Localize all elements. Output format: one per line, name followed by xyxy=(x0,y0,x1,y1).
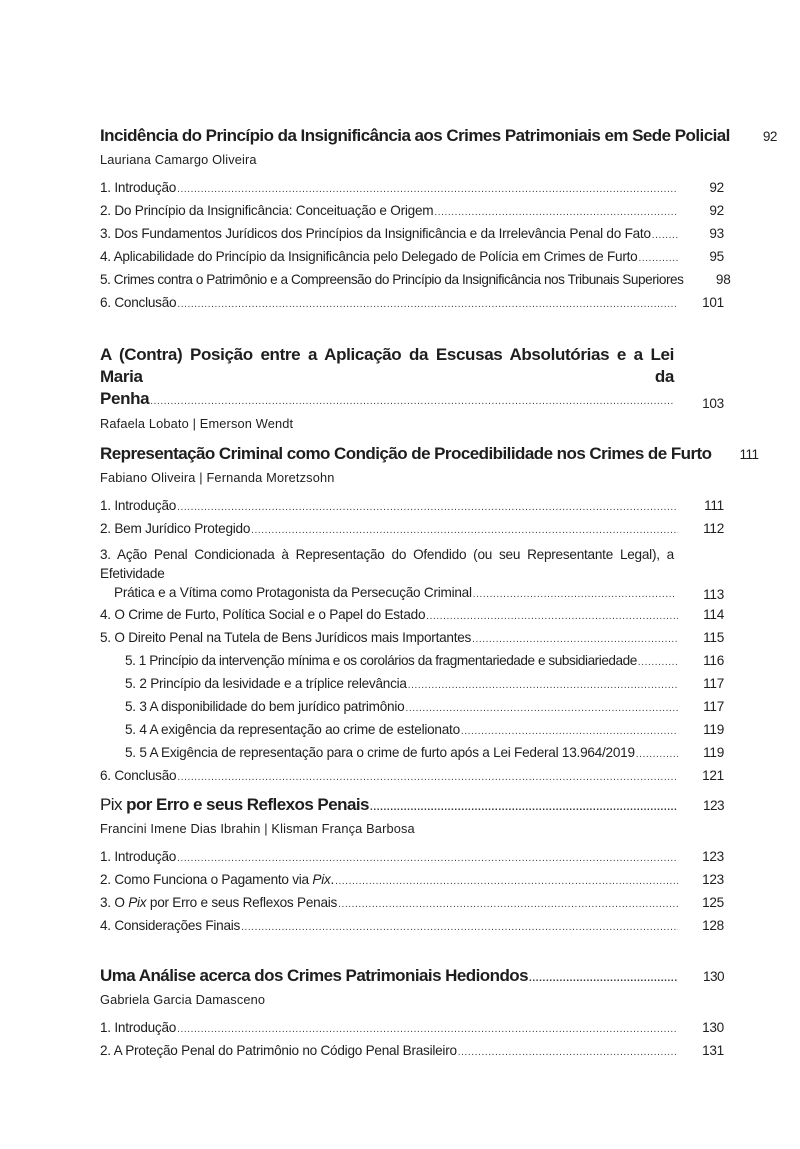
entry-text-pre: 3. O xyxy=(100,895,129,910)
leader-dots xyxy=(458,1047,678,1058)
chapter-1 xyxy=(100,126,777,318)
toc-entry[interactable] xyxy=(100,1020,724,1043)
page-number: 111 xyxy=(739,447,759,462)
entry-text: 1. Introdução xyxy=(100,849,177,864)
leader-dots xyxy=(529,973,678,984)
entry-text-post: . xyxy=(330,872,335,887)
entry-text-pre: 2. Como Funciona o Pagamento via xyxy=(100,872,313,887)
toc-entry[interactable] xyxy=(100,630,724,653)
chapter-2 xyxy=(100,344,724,444)
entry-text: 5. 5 A Exigência de representação para o crime de furto após a Lei Federal 13.964/2019 xyxy=(125,745,635,760)
leader-dots xyxy=(638,657,678,668)
chapter-title[interactable] xyxy=(100,444,759,470)
chapter-title[interactable] xyxy=(100,795,724,821)
entry-text-line-2: Prática e a Vítima como Protagonista da Persecução Criminal xyxy=(114,585,472,600)
leader-dots xyxy=(150,391,674,413)
leader-dots xyxy=(408,680,678,691)
entry-text: 1. Introdução xyxy=(100,498,177,513)
entry-text: 5. 2 Princípio da lesividade e a tríplice relevância xyxy=(125,676,407,691)
chapter-title[interactable] xyxy=(100,344,724,413)
chapter-title-text xyxy=(100,795,369,815)
page-number: 92 xyxy=(709,203,724,218)
entry-text-post: por Erro e seus Reflexos Penais xyxy=(146,895,338,910)
page-number: 116 xyxy=(703,653,724,668)
page-number: 123 xyxy=(702,872,724,887)
page-number: 92 xyxy=(762,129,777,144)
page-number: 117 xyxy=(703,676,724,691)
page-number: 128 xyxy=(702,918,724,933)
toc-entry[interactable] xyxy=(100,1043,724,1066)
leader-dots xyxy=(636,749,678,760)
entry-text: 2. Do Princípio da Insignificância: Conceituação e Origem xyxy=(100,203,434,218)
page-number: 114 xyxy=(703,607,724,622)
entry-text: 2. A Proteção Penal do Patrimônio no Código Penal Brasileiro xyxy=(100,1043,457,1058)
toc-subentry[interactable] xyxy=(100,676,724,699)
page-number: 131 xyxy=(702,1043,724,1058)
page-number: 121 xyxy=(702,768,724,783)
chapter-5 xyxy=(100,966,724,1066)
toc-entry[interactable] xyxy=(100,226,724,249)
chapter-title[interactable] xyxy=(100,126,777,152)
entry-text: 5. 4 A exigência da representação ao crime de estelionato xyxy=(125,722,460,737)
entry-text: 4. Aplicabilidade do Princípio da Insignificância pelo Delegado de Polícia em Crimes de Furto xyxy=(100,249,638,264)
page-number: 125 xyxy=(702,895,724,910)
entry-text: 6. Conclusão xyxy=(100,295,177,310)
toc-entry[interactable] xyxy=(100,249,724,272)
entry-text: 2. Bem Jurídico Protegido xyxy=(100,521,251,536)
entry-text-italic: Pix xyxy=(312,872,331,887)
leader-dots xyxy=(241,922,678,933)
leader-dots xyxy=(638,253,678,264)
leader-dots xyxy=(177,184,678,195)
page-number: 119 xyxy=(703,745,724,760)
toc-subentry[interactable] xyxy=(100,699,724,722)
entry-text: 5. 1 Princípio da intervenção mínima e os corolários da fragmentariedade e subsidiariedade xyxy=(125,653,637,668)
toc-entry[interactable] xyxy=(100,203,724,226)
leader-dots xyxy=(652,230,678,241)
entry-text: 3. Dos Fundamentos Jurídicos dos Princípios da Insignificância e da Irrelevância Penal do Fato xyxy=(100,226,651,241)
page-number: 123 xyxy=(702,798,724,813)
leader-dots xyxy=(177,772,678,783)
page-number: 117 xyxy=(703,699,724,714)
chapter-authors: Fabiano Oliveira | Fernanda Moretzsohn xyxy=(100,470,335,485)
entry-text-line-1: 3. Ação Penal Condicionada à Representação do Ofendido (ou seu Representante Legal), a Efetividade xyxy=(100,547,674,581)
leader-dots xyxy=(177,502,678,513)
toc-subentry[interactable] xyxy=(100,722,724,745)
entry-text xyxy=(100,895,337,910)
chapter-authors: Rafaela Lobato | Emerson Wendt xyxy=(100,416,294,431)
toc-entry[interactable] xyxy=(100,498,724,521)
entry-text: 4. O Crime de Furto, Política Social e o Papel do Estado xyxy=(100,607,426,622)
chapter-title-line-2: Penha xyxy=(100,389,150,408)
entry-text: 4. Considerações Finais xyxy=(100,918,241,933)
chapter-authors: Francini Imene Dias Ibrahin | Klisman França Barbosa xyxy=(100,821,415,836)
entry-text: 5. Crimes contra o Patrimônio e a Compreensão do Princípio da Insignificância nos Tribunais Superiores xyxy=(100,272,684,287)
page-number: 98 xyxy=(715,272,731,287)
page-number: 123 xyxy=(702,849,724,864)
page-number: 119 xyxy=(703,722,724,737)
toc-entry[interactable] xyxy=(100,521,724,544)
chapter-title-rest: por Erro e seus Reflexos Penais xyxy=(121,795,369,814)
page-number: 115 xyxy=(703,630,724,645)
toc-entry[interactable] xyxy=(100,849,724,872)
chapter-title-pix: Pix xyxy=(100,795,122,814)
toc-subentry[interactable] xyxy=(100,653,724,676)
toc-entry[interactable] xyxy=(100,918,724,941)
entry-text: 1. Introdução xyxy=(100,180,177,195)
entry-text xyxy=(100,872,334,887)
entry-text-italic: Pix xyxy=(128,895,147,910)
page-number: 92 xyxy=(709,180,724,195)
toc-entry[interactable] xyxy=(100,272,731,295)
page-number: 101 xyxy=(702,295,724,310)
leader-dots xyxy=(177,853,678,864)
page-number: 130 xyxy=(702,969,724,984)
chapter-title[interactable] xyxy=(100,966,724,992)
page-number: 103 xyxy=(702,396,724,411)
toc-entry[interactable] xyxy=(100,895,724,918)
leader-dots xyxy=(335,876,678,887)
leader-dots xyxy=(405,703,678,714)
toc-entry[interactable] xyxy=(100,180,724,203)
chapter-title-line-1: A (Contra) Posição entre a Aplicação da Escusas Absolutórias e a Lei Maria da xyxy=(100,345,674,386)
page-number: 111 xyxy=(704,498,724,513)
chapter-authors: Lauriana Camargo Oliveira xyxy=(100,152,257,167)
chapter-title-text: Uma Análise acerca dos Crimes Patrimoniais Hediondos xyxy=(100,966,529,985)
chapter-title-text: Representação Criminal como Condição de Procedibilidade nos Crimes de Furto xyxy=(100,444,712,463)
leader-dots xyxy=(177,299,678,310)
toc-subentry[interactable] xyxy=(100,745,724,768)
toc-entry[interactable] xyxy=(100,872,724,895)
toc-entry[interactable] xyxy=(100,545,724,604)
leader-dots xyxy=(177,1024,678,1035)
leader-dots xyxy=(461,726,678,737)
toc-entry[interactable] xyxy=(100,607,724,630)
leader-dots xyxy=(472,634,678,645)
toc-entry[interactable] xyxy=(100,295,724,318)
entry-text: 5. 3 A disponibilidade do bem jurídico patrimônio xyxy=(125,699,405,714)
entry-text: 5. O Direito Penal na Tutela de Bens Jurídicos mais Importantes xyxy=(100,630,472,645)
leader-dots xyxy=(473,585,674,604)
entry-text: 6. Conclusão xyxy=(100,768,177,783)
leader-dots xyxy=(434,207,678,218)
chapter-authors: Gabriela Garcia Damasceno xyxy=(100,992,266,1007)
chapter-title-text: Incidência do Princípio da Insignificância aos Crimes Patrimoniais em Sede Policial xyxy=(100,126,730,145)
leader-dots xyxy=(251,525,678,536)
leader-dots xyxy=(426,611,678,622)
toc-entry[interactable] xyxy=(100,768,724,791)
chapter-4 xyxy=(100,795,724,941)
leader-dots xyxy=(338,899,678,910)
chapter-3 xyxy=(100,444,759,791)
page-number: 95 xyxy=(709,249,724,264)
page-number: 113 xyxy=(703,587,724,602)
entry-text: 1. Introdução xyxy=(100,1020,177,1035)
page-number: 130 xyxy=(702,1020,724,1035)
leader-dots xyxy=(370,802,678,813)
page-number: 112 xyxy=(703,521,724,536)
page-number: 93 xyxy=(709,226,724,241)
